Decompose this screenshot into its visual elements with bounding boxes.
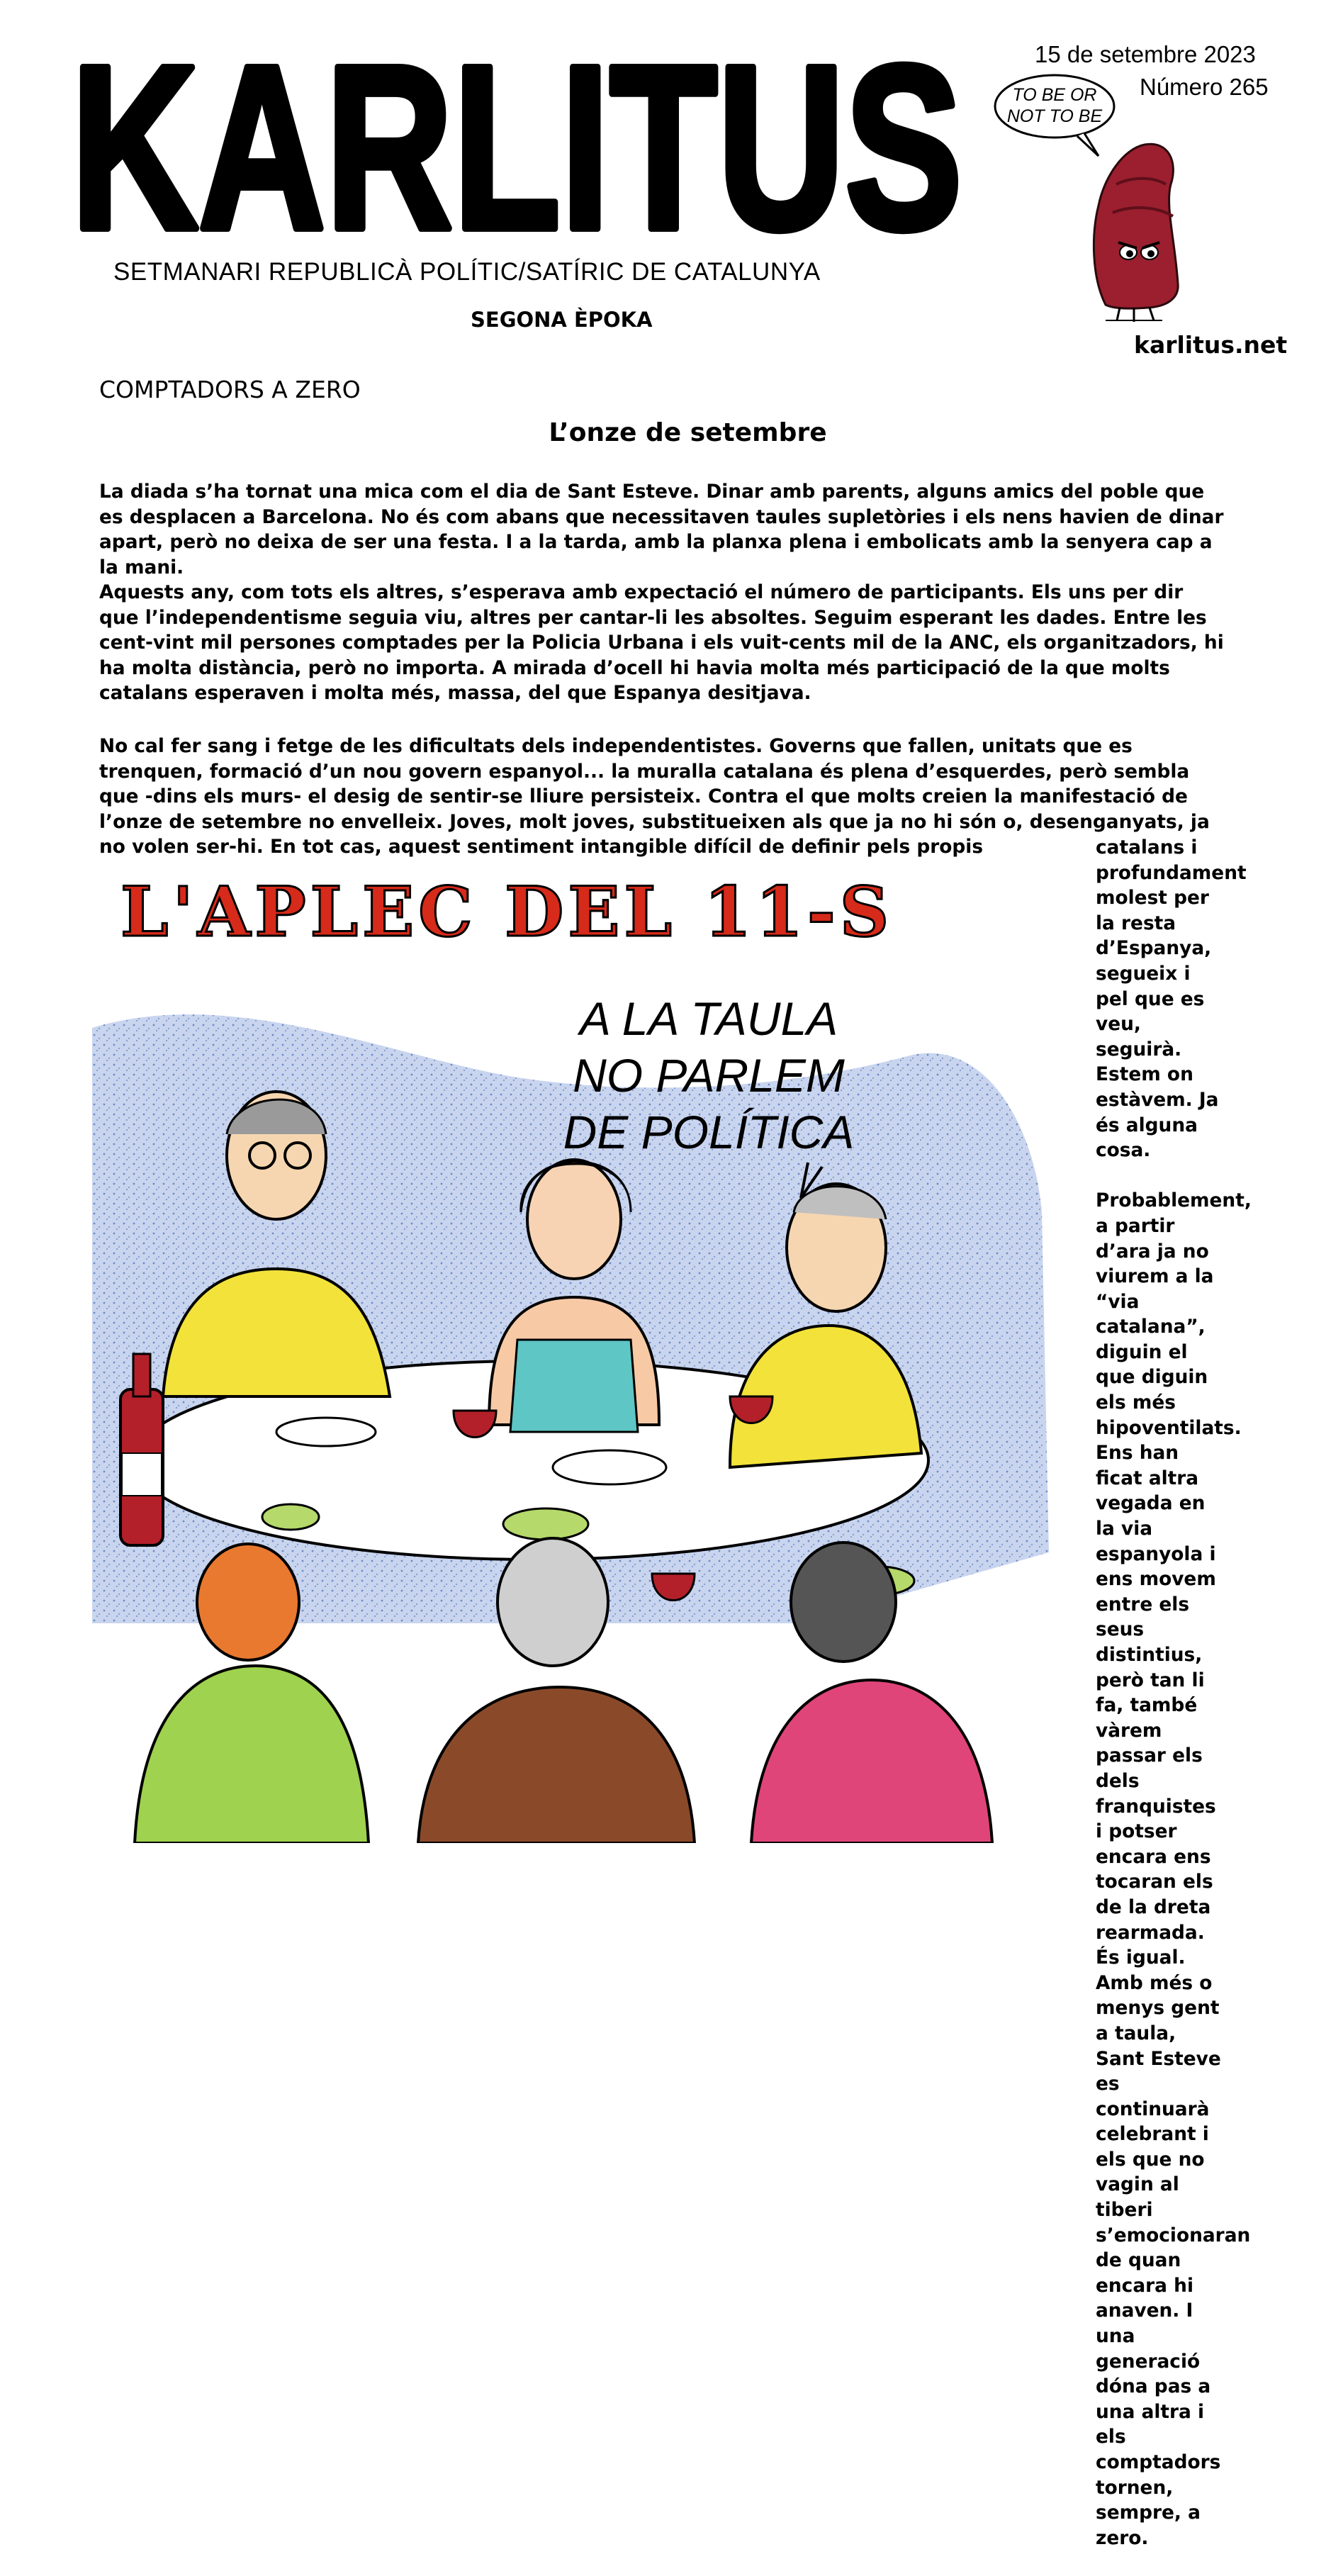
masthead-logo [71,28,964,255]
article-paragraph-2: Aquests any, com tots els altres, s’esperava amb expectació el número de participants. Els uns per dir que l’independentisme seguia viu, altres per cantar-li les absoltes. Seguim esperant les dades. Entre les cent-vint mil persones comptades per la Policia Urbana i els vuit-cents mil de la ANC, els organitzadors, hi ha molta distància, però no importa. A mirada d’ocell hi havia molta més participació de la que molts catalans esperaven i molta més, massa, del que Espanya desitjava. [99,581,1224,705]
cartoon-speech-line-3: DE POLÍTICA [563,1106,855,1158]
side-paragraph-2: Probablement, a partir d’ara ja no viurem a la “via catalana”, diguin el que diguin els més hipoventilats. Ens han ficat altra vegada en la via espanyola i ens movem entre els seus distintius, però tan li fa, també vàrem passar els dels franquistes i potser encara ens tocaran els de la dreta rearmada. És igual. Amb més o menys gent a taula, Sant Esteve es continuarà celebrant i els que no vagin al tiberi s’emocionaran de quan encara hi anaven. I una generació dóna pas a una altra i els comptadors tornen, sempre, a zero. [1096,1189,1252,2549]
masthead-title: KARLITUS [71,28,962,255]
issue-date: 15 de setembre 2023 [1035,41,1256,67]
side-column [1096,835,1252,2576]
side-paragraph-1: catalans i profundament molest per la resta d’Espanya, segueix i pel que es veu, seguirà. Estem on estàvem. Ja és alguna cosa. [1096,836,1247,1162]
article-paragraph-3: No cal fer sang i fetge de les dificultats dels independentistes. Governs que fallen, unitats que es trenquen, formació d’un nou govern espanyol... la muralla catalana és plena d’esquerdes, però sembla que -dins els murs- el desig de sentir-se lliure persisteix. Contra el que molts creien la manifestació de l’onze de setembre no envelleix. Joves, molt joves, substitueixen als que ja no hi són o, desenganyats, ja no volen ser-hi. En tot cas, aquest sentiment intangible difícil de definir pels propis [99,735,1210,858]
issue-number: Número 265 [1140,74,1269,100]
website-link[interactable]: karlitus.net [1134,331,1288,359]
cartoon-title: L'APLEC DEL 11-S [120,872,894,952]
mascot-bubble-line-1: TO BE OR [1012,85,1097,105]
section-kicker: COMPTADORS A ZERO [99,376,361,403]
mascot-illustration [992,71,1191,326]
cartoon-illustration [92,844,1084,1843]
article-paragraph-1: La diada s’ha tornat una mica com el dia de Sant Esteve. Dinar amb parents, alguns amics del poble que es desplacen a Barcelona. No és com abans que necessitaven taules supletòries i els nens havien de dinar apart, però no deixa de ser una festa. I a la tarda, amb la planxa plena i embolicats amb la senyera cap a la mani. [99,481,1224,578]
mascot-bubble-line-2: NOT TO BE [1006,106,1103,126]
cartoon-speech-line-1: A LA TAULA [579,992,838,1045]
masthead-subtitle: SETMANARI REPUBLICÀ POLÍTIC/SATÍRIC DE CATALUNYA [113,258,821,286]
edition-label: SEGONA ÈPOKA [471,308,653,332]
cartoon-speech-line-2: NO PARLEM [573,1049,845,1102]
article-headline: L’onze de setembre [549,418,827,447]
